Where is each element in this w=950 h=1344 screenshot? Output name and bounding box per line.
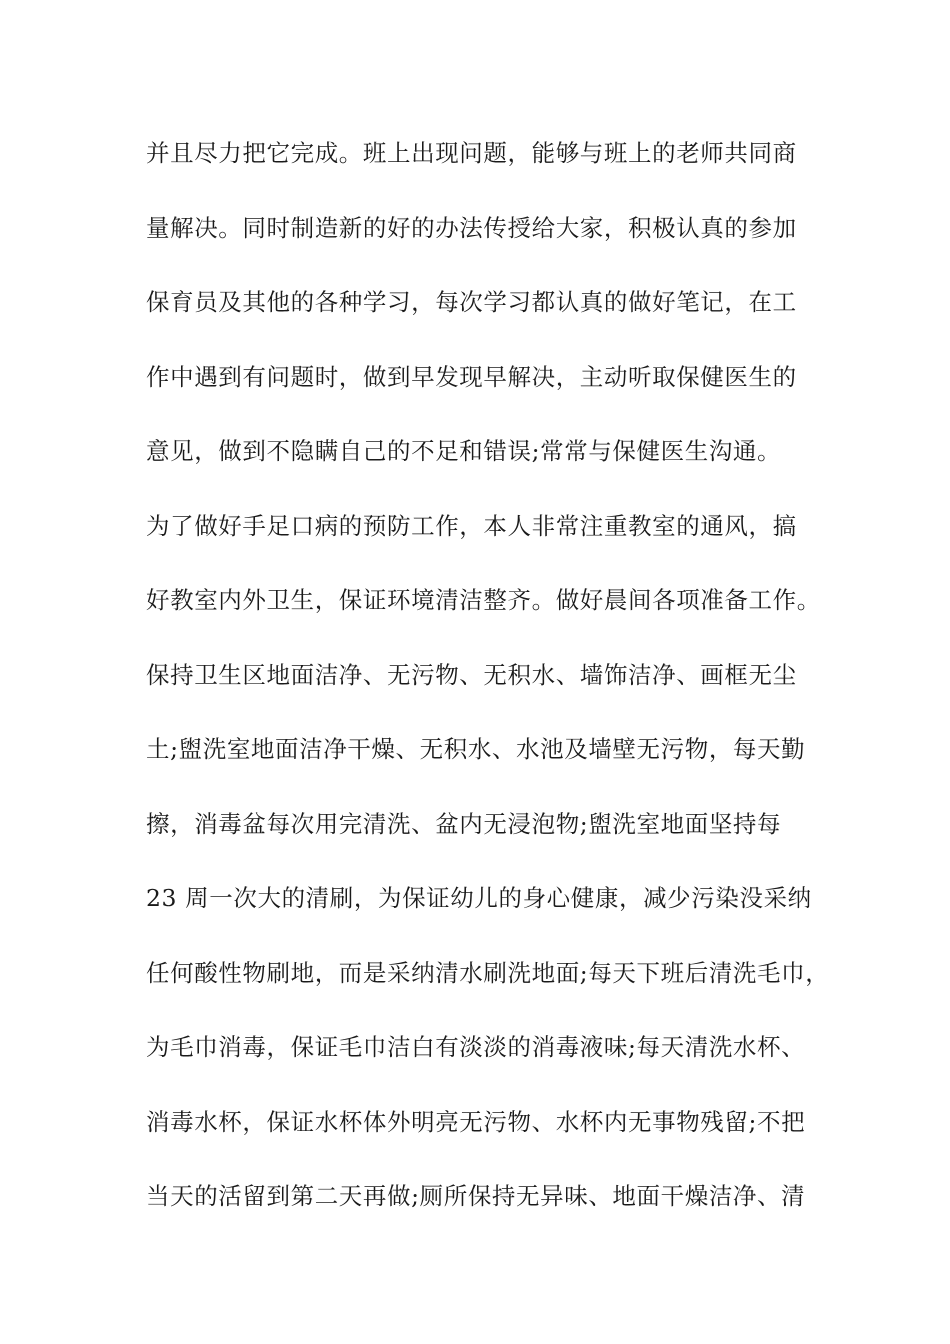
- text-line: 23 周一次大的清刷，为保证幼儿的身心健康，减少污染没采纳: [146, 884, 812, 912]
- text-line: 为毛巾消毒，保证毛巾洁白有淡淡的消毒液味;每天清洗水杯、: [146, 1033, 806, 1061]
- text-line: 并且尽力把它完成。班上出现问题，能够与班上的老师共同商: [146, 139, 797, 167]
- text-line: 土;盥洗室地面洁净干燥、无积水、水池及墙壁无污物，每天勤: [146, 735, 806, 763]
- text-line: 消毒水杯，保证水杯体外明亮无污物、水杯内无事物残留;不把: [146, 1107, 806, 1136]
- text-line: 保持卫生区地面洁净、无污物、无积水、墙饰洁净、画框无尘: [146, 660, 797, 689]
- text-line: 擦，消毒盆每次用完清洗、盆内无浸泡物;盥洗室地面坚持每: [146, 809, 782, 838]
- text-line: 量解决。同时制造新的好的办法传授给大家，积极认真的参加: [146, 213, 797, 242]
- text-line: 当天的活留到第二天再做;厕所保持无异味、地面干燥洁净、清: [146, 1182, 806, 1210]
- text-line: 任何酸性物刷地，而是采纳清水刷洗地面;每天下班后清洗毛巾，: [146, 958, 830, 987]
- document-body: [146, 134, 830, 1252]
- text-line: 意见，做到不隐瞒自己的不足和错误;常常与保健医生沟通。: [146, 437, 782, 465]
- text-line: 好教室内外卫生，保证环境清洁整齐。做好晨间各项准备工作。: [146, 586, 821, 614]
- text-line: 保育员及其他的各种学习，每次学习都认真的做好笔记，在工: [146, 288, 797, 316]
- text-line: 为了做好手足口病的预防工作，本人非常注重教室的通风，搞: [146, 511, 797, 540]
- text-line: 作中遇到有问题时，做到早发现早解决，主动听取保健医生的: [146, 362, 797, 391]
